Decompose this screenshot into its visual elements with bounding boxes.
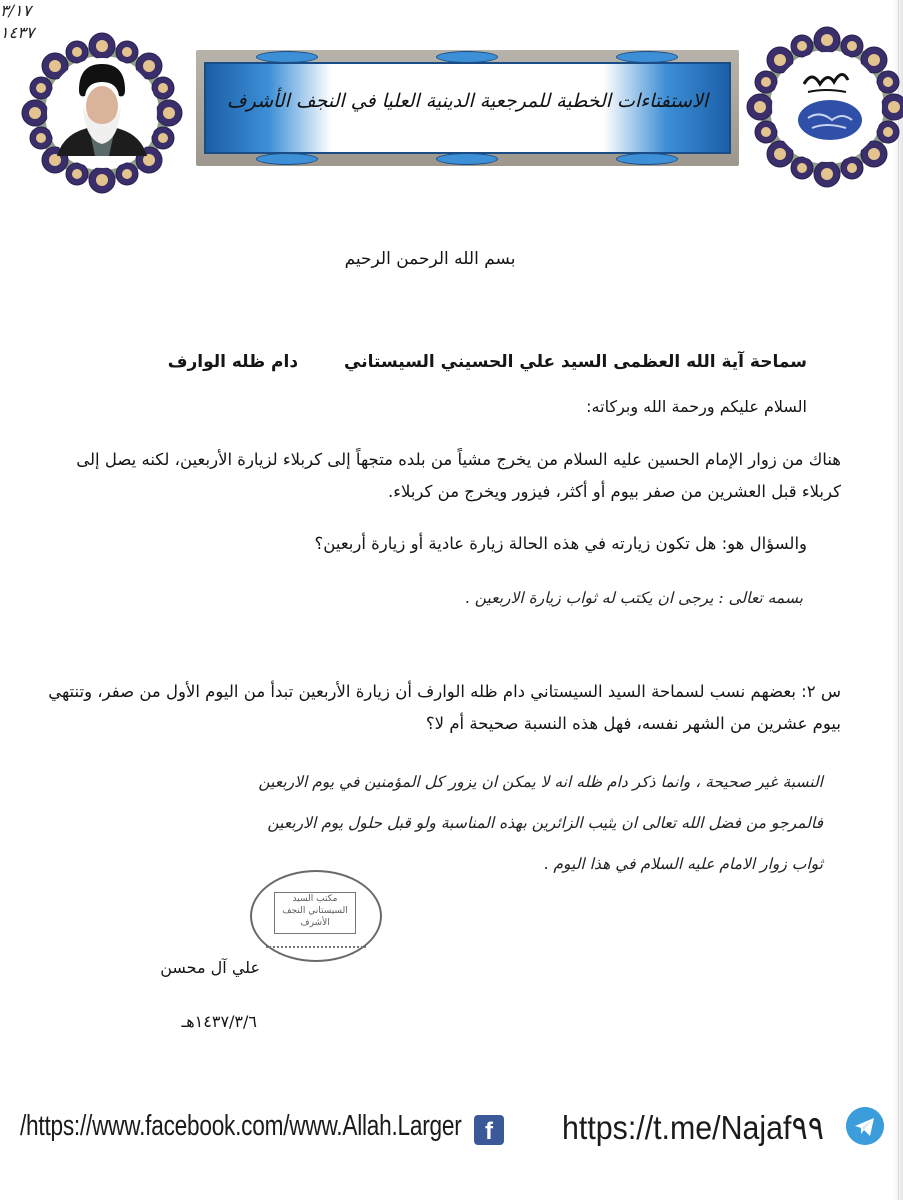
stamp-border-mark [266,936,366,948]
addressee-name: سماحة آية الله العظمى السيد علي الحسيني السيستاني [344,352,807,372]
seal-rosette [742,22,903,192]
answer-2-handwritten [63,762,823,885]
banner-ornament [436,153,498,165]
banner-title: الاستفتاءات الخطية للمرجعية الدينية العليا في النجف الأشرف [226,90,709,112]
office-stamp [250,870,382,962]
banner-ornament [616,51,678,63]
letter-date: ١٤٣٧/٣/٦هـ [181,1012,257,1031]
answer-2-line: ثواب زوار الامام عليه السلام في هذا اليوم . [543,855,823,873]
answer-1-handwritten: بسمه تعالى : يرجى ان يكتب له ثواب زيارة الاربعين . [464,589,803,607]
facebook-icon[interactable]: f [474,1115,504,1145]
basmala: بسم الله الرحمن الرحيم [344,249,516,269]
answer-2-line: فالمرجو من فضل الله تعالى ان يثيب الزائرين بهذه المناسبة ولو قبل حلول يوم الاربعين [267,814,823,832]
banner-ornament [616,153,678,165]
signer-name: علي آل محسن [160,958,260,977]
addressee-line [168,352,807,372]
facebook-link[interactable]: /https://www.facebook.com/www.Allah.Larger [20,1110,462,1142]
stamp-date-year: ١٤٣٧ [0,23,35,42]
banner-panel [204,62,731,154]
stamp-text: مكتب السيد السيستاني النجف الأشرف [274,892,356,934]
banner-ornament [256,51,318,63]
addressee-honorific: دام ظله الوارف [167,352,299,372]
header-banner [196,50,739,166]
telegram-link[interactable]: https://t.me/Najaf٩٩ [562,1109,825,1146]
question-2: س ٢: بعضهم نسب لسماحة السيد السيستاني دام ظله الوارف أن زيارة الأربعين تبدأ من اليوم الأول من صفر، وتنتهي بيوم عشرين من الشهر نفسه، فهل هذه النسبة صحيحة أم لا؟ [48,682,841,733]
stamp-date-day: ٣/١٧ [0,1,32,20]
banner-ornament [436,51,498,63]
telegram-icon[interactable] [846,1107,884,1145]
banner-ornament [256,153,318,165]
answer-2-line: النسبة غير صحيحة ، وانما ذكر دام ظله انه لا يمكن ان يزور كل المؤمنين في يوم الاربعين [258,773,823,791]
greeting: السلام عليكم ورحمة الله وبركاته: [586,397,807,416]
portrait-rosette [17,28,187,198]
question-1-ask: والسؤال هو: هل تكون زيارته في هذه الحالة زيارة عادية أو زيارة أربعين؟ [314,534,807,553]
question-1: هناك من زوار الإمام الحسين عليه السلام من يخرج مشياً من بلده متجهاً إلى كربلاء لزيارة الأربعين، لكنه يصل إلى كربلاء قبل العشرين من صفر بيوم أو أكثر، فيزور ويخرج من كربلاء. [76,450,841,501]
